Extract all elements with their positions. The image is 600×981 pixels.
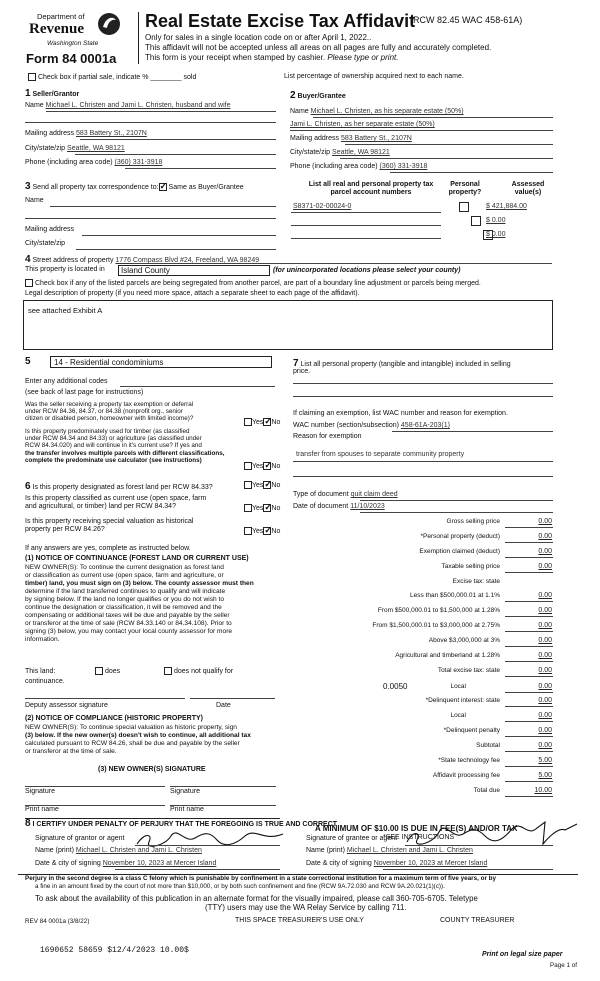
tax-row-underline (505, 661, 553, 662)
wac-number-field[interactable]: 458-61A-203(1) (400, 422, 450, 429)
exemption-reason-field[interactable]: transfer from spouses to separate community property (296, 451, 465, 458)
revenue-logo-mark-icon (97, 11, 121, 37)
grantor-date-city[interactable]: November 10, 2023 at Mercer Island (102, 860, 217, 867)
grantee-print-name[interactable]: Michael L. Christen and Jami L. Christen (346, 847, 473, 854)
rcw-reference: (RCW 82.45 WAC 458-61A) (410, 15, 523, 25)
tax-row-underline (505, 616, 553, 617)
personal-property-checkbox-2[interactable] (471, 216, 481, 226)
tax-row-value[interactable]: 0.00 (538, 652, 552, 659)
seller-phone-field[interactable]: (360) 331-3918 (114, 159, 163, 166)
tax-row-underline (505, 572, 553, 573)
tax-row-label: Gross selling price (446, 518, 500, 525)
tax-row-label: Total due (473, 787, 500, 794)
land-use-code-select[interactable]: 14 - Residential condominiums (50, 356, 272, 368)
land-does-checkbox[interactable] (95, 667, 103, 675)
tax-row-value[interactable]: 0.00 (538, 548, 552, 555)
seller-heading: 1 Seller/Grantor (25, 88, 80, 99)
header-line-3: This form is your receipt when stamped by cashier. Please type or print. (145, 53, 399, 62)
tax-row-underline (505, 796, 553, 797)
tax-row-underline (505, 646, 553, 647)
personal-property-checkbox-1[interactable] (459, 202, 469, 212)
tax-row-value[interactable]: 0.00 (538, 533, 552, 540)
buyer-name1-field[interactable]: Michael L. Christen, as his separate estate (50%) (310, 108, 464, 115)
forest-yes-checkbox[interactable] (244, 481, 252, 489)
tax-row-value[interactable]: 10.00 (534, 787, 552, 794)
current-use-no-checkbox[interactable] (263, 504, 271, 512)
tax-row-value[interactable]: 5.00 (538, 772, 552, 779)
revenue-logo (25, 10, 125, 54)
page-title: Real Estate Excise Tax Affidavit (145, 11, 416, 31)
seller-name-field[interactable]: Michael L. Christen and Jami L. Christen, husband and wife (45, 102, 231, 109)
timber-yes-checkbox[interactable] (244, 462, 252, 470)
tax-row-label: *Delinquent interest: state (425, 697, 500, 704)
tax-row-label: *Delinquent penalty (443, 727, 500, 734)
tax-row-label: Above $3,000,000 at 3% (428, 637, 500, 644)
buyer-heading: 2 Buyer/Grantee (290, 90, 346, 101)
tax-row-underline (505, 676, 553, 677)
tax-row-underline (505, 542, 553, 543)
current-use-yes-checkbox[interactable] (244, 504, 252, 512)
tax-row-underline (505, 557, 553, 558)
local-rate: 0.0050 (383, 682, 408, 691)
header-line-2: This affidavit will not be accepted unless all areas on all pages are fully and accurately completed. (145, 43, 492, 52)
tax-row-underline (505, 692, 553, 693)
tax-row-value[interactable]: 0.00 (538, 697, 552, 704)
historic-yes-checkbox[interactable] (244, 527, 252, 535)
seller-city-field[interactable]: Seattle, WA 98121 (67, 145, 125, 152)
tax-row-value[interactable]: 0.00 (538, 592, 552, 599)
tax-row-value[interactable]: 0.00 (538, 622, 552, 629)
buyer-mail-field[interactable]: 583 Battery St., 2107N (340, 135, 412, 142)
notice-continuance-text: NEW OWNER(S): To continue the current designation as forest land or classification as current use (open space, farm and agriculture, or timber) land, you must sign on (3) below. The county assessor must then determine if the land transferred continues to qualify and will indicate by signing below. If the land no longer qualifies or you do not wish to continue the designation or classification, it will be removed and the compensating or additional taxes will be due and payable by the seller or transferor at the time of sale (RCW 84.33.140 or 84.34.108). Prior to signing (3) below, you may contact your local county assessor for more information. (25, 564, 254, 644)
dept-label: Department of (37, 12, 85, 21)
boundary-checkbox[interactable] (25, 279, 33, 287)
tax-row-underline (505, 631, 553, 632)
assessed-value-1[interactable]: $ 421,884.00 (486, 203, 527, 210)
forest-no-checkbox[interactable] (263, 481, 271, 489)
assessed-value-2[interactable]: $ 0.00 (486, 217, 506, 224)
tax-row-value[interactable]: 0.00 (538, 563, 552, 570)
timber-no-checkbox[interactable] (263, 462, 271, 470)
tax-row-underline (505, 721, 553, 722)
tax-row-value[interactable]: 0.00 (538, 667, 552, 674)
tax-row-value[interactable]: 0.00 (538, 683, 552, 690)
tax-row-underline (505, 766, 553, 767)
buyer-city-field[interactable]: Seattle, WA 98121 (332, 149, 390, 156)
tax-row-label: Local (450, 683, 466, 690)
seller-mail-field[interactable]: 583 Battery St., 2107N (75, 130, 147, 137)
tax-row-label: Excise tax: state (452, 578, 500, 585)
tax-row-label: From $500,000.01 to $1,500,000 at 1.28% (377, 607, 500, 614)
tax-row-label: *State technology fee (438, 757, 500, 764)
assessed-value-3[interactable]: $ 0.00 (486, 231, 506, 238)
tax-row-underline (505, 751, 553, 752)
tax-row-label: Taxable selling price (441, 563, 500, 570)
land-does-not-checkbox[interactable] (164, 667, 172, 675)
street-address-field[interactable]: 1776 Compass Blvd #24, Freeland, WA 98249 (115, 257, 260, 264)
tax-row-underline (505, 706, 553, 707)
correspondence-row: 3 Send all property tax correspondence to:✓ Same as Buyer/Grantee (25, 181, 244, 193)
parcel-account-1[interactable]: S8371-02-00024-0 (293, 203, 352, 210)
tax-row-label: Less than $500,000.01 at 1.1% (410, 592, 500, 599)
tax-row-label: Subtotal (476, 742, 500, 749)
tax-row-value[interactable]: 5.00 (538, 757, 552, 764)
exemption-yes-checkbox[interactable] (244, 418, 252, 426)
buyer-phone-field[interactable]: (360) 331-3918 (379, 163, 428, 170)
tax-row-value[interactable]: 0.00 (538, 742, 552, 749)
tax-row-value[interactable]: 0.00 (538, 518, 552, 525)
tax-row-underline (505, 527, 553, 528)
buyer-name2-field[interactable]: Jami L. Christen, as her separate estate (50%) (290, 121, 435, 128)
tax-row-underline (505, 781, 553, 782)
same-as-buyer-checkbox[interactable] (159, 183, 167, 191)
tax-row-label: *Personal property (deduct) (420, 533, 500, 540)
tax-row-label: From $1,500,000.01 to $3,000,000 at 2.75% (372, 622, 500, 629)
tax-row-underline (505, 736, 553, 737)
ownership-note: List percentage of ownership acquired next to each name. (284, 73, 464, 80)
document-type-field[interactable]: quit claim deed (350, 491, 398, 498)
tax-row-label: Local (450, 712, 466, 719)
header-line-1: Only for sales in a single location code on or after April 1, 2022.. (145, 33, 372, 42)
tax-row-value[interactable]: 0.00 (538, 727, 552, 734)
tax-row-label: Agricultural and timberland at 1.28% (395, 652, 500, 659)
tax-row-label: Exemption claimed (deduct) (419, 548, 500, 555)
washington-state-label: Washington State (47, 40, 99, 47)
tax-row-underline (505, 601, 553, 602)
grantee-signature[interactable] (405, 818, 580, 848)
form-number: Form 84 0001a (26, 51, 117, 66)
historic-no-checkbox[interactable] (263, 527, 271, 535)
grantor-print-name[interactable]: Michael L. Christen and Jami L. Christen (75, 847, 202, 854)
county-select[interactable]: Island County (118, 265, 270, 276)
tax-row-label: Total excise tax: state (437, 667, 500, 674)
document-date-field[interactable]: 11/10/2023 (350, 503, 385, 510)
treasurer-stamp: 1690652 58659 $12/4/2023 10.00$ (40, 946, 189, 955)
tax-row-value[interactable]: 0.00 (538, 607, 552, 614)
tax-row-value[interactable]: 0.00 (538, 712, 552, 719)
legal-description-field[interactable]: see attached Exhibit A (23, 300, 553, 350)
grantee-date-city[interactable]: November 10, 2023 at Mercer Island (373, 860, 488, 867)
tax-row-value[interactable]: 0.00 (538, 637, 552, 644)
exemption-no-checkbox[interactable] (263, 418, 271, 426)
revenue-wordmark: Revenue (29, 21, 84, 37)
tax-row-label: Affidavit processing fee (432, 772, 500, 779)
partial-sale-checkbox[interactable] (28, 73, 36, 81)
partial-sale-row: Check box if partial sale, indicate % ________ sold (28, 73, 196, 82)
